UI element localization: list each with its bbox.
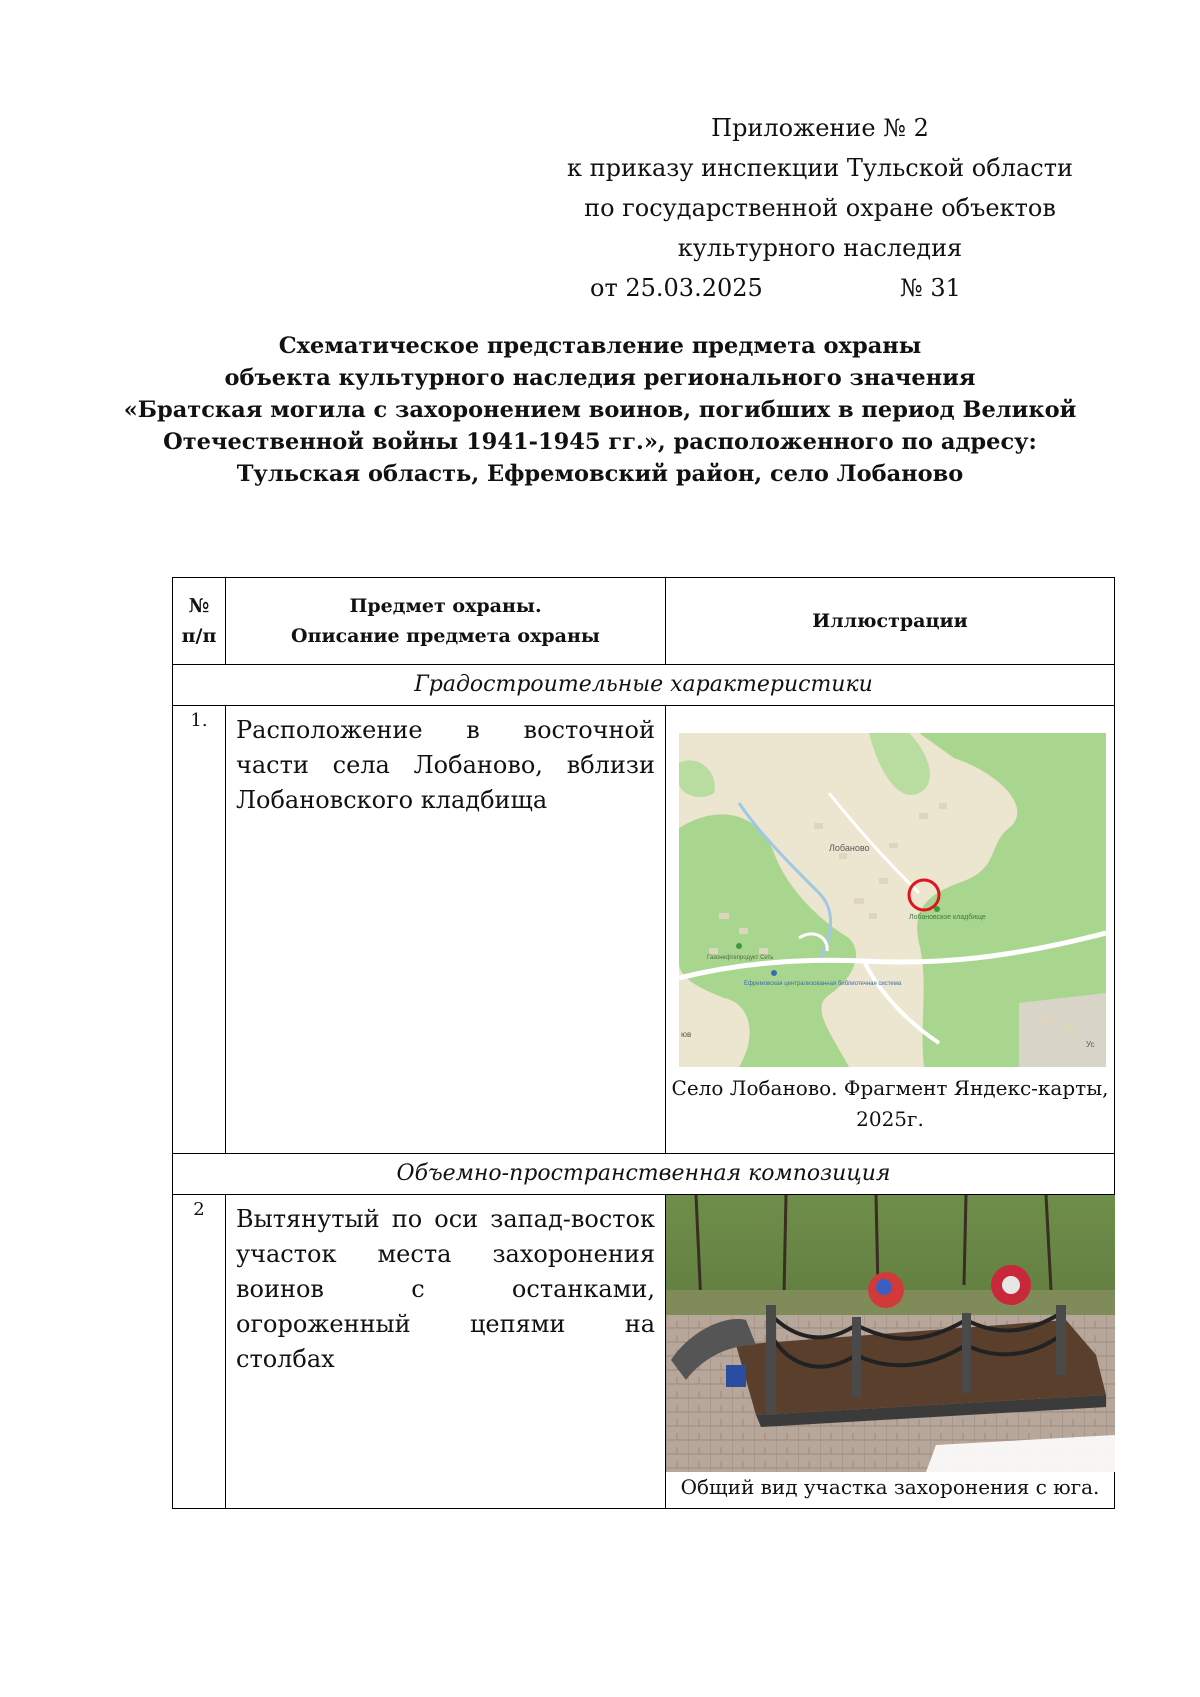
header-number-line-1: №: [188, 595, 210, 617]
title-line-3: «Братская могила с захоронением воинов, погибших в период Великой: [123, 397, 1077, 423]
title-line-4: Отечественной войны 1941-1945 гг.», расположенного по адресу:: [163, 429, 1037, 455]
map-label-cemetery: Лобановское кладбище: [909, 914, 986, 921]
appendix-header: [560, 108, 1080, 308]
row-2-number: 2: [173, 1195, 226, 1509]
grave-photo-illustration: [666, 1195, 1115, 1472]
header-subject-line-2: Описание предмета охраны: [291, 625, 600, 647]
row-2-illustration: [666, 1195, 1115, 1509]
table-row-2: [173, 1195, 1115, 1509]
row-1-description: Расположение в восточной части села Лобаново, вблизи Лобановского кладбища: [226, 706, 666, 1154]
title-line-1: Схематическое представление предмета охраны: [278, 333, 922, 359]
protection-subject-table: [172, 577, 1115, 1509]
section-row-volume: [173, 1154, 1115, 1195]
section-row-urban: [173, 665, 1115, 706]
order-number: № 31: [900, 274, 961, 302]
header-subject-line-1: Предмет охраны.: [349, 595, 542, 617]
section-title-volume: Объемно-пространственная композиция: [173, 1154, 1115, 1195]
row-2-caption: Общий вид участка захоронения с юга.: [680, 1475, 1100, 1499]
appendix-date-line: [560, 268, 1080, 308]
header-number-line-2: п/п: [181, 625, 217, 647]
row-1-caption: Село Лобаново. Фрагмент Яндекс-карты, 2025г.: [671, 1076, 1109, 1131]
document-title: [120, 330, 1080, 490]
header-illustrations: Иллюстрации: [666, 578, 1115, 665]
row-1-illustration: [666, 706, 1115, 1154]
map-label-corner-right: Ус: [1086, 1040, 1095, 1049]
order-date: от 25.03.2025: [590, 274, 763, 302]
appendix-line-1: Приложение № 2: [711, 114, 929, 142]
table-header-row: [173, 578, 1115, 665]
title-line-5: Тульская область, Ефремовский район, село Лобаново: [236, 461, 964, 487]
map-label-corner-left: юв: [681, 1030, 692, 1039]
header-number: [173, 578, 226, 665]
appendix-line-3: по государственной охране объектов: [584, 194, 1056, 222]
appendix-line-2: к приказу инспекции Тульской области: [567, 154, 1073, 182]
table-row-1: [173, 706, 1115, 1154]
appendix-line-4: культурного наследия: [677, 234, 963, 262]
row-2-description: Вытянутый по оси запад-восток участок места захоронения воинов с останками, огороженный цепями на столбах: [226, 1195, 666, 1509]
section-title-urban: Градостроительные характеристики: [173, 665, 1115, 706]
map-wrapper: [666, 706, 1114, 1071]
title-line-2: объекта культурного наследия регионального значения: [224, 365, 976, 391]
map-label-village: Лобаново: [829, 843, 870, 853]
header-subject: [226, 578, 666, 665]
row-1-number: 1.: [173, 706, 226, 1154]
map-label-poi-2: Ефремовская централизованная библиотечная система: [744, 981, 902, 987]
map-illustration: [679, 733, 1106, 1067]
map-label-poi-1: Газонефтепродукт Сеть: [707, 955, 774, 961]
